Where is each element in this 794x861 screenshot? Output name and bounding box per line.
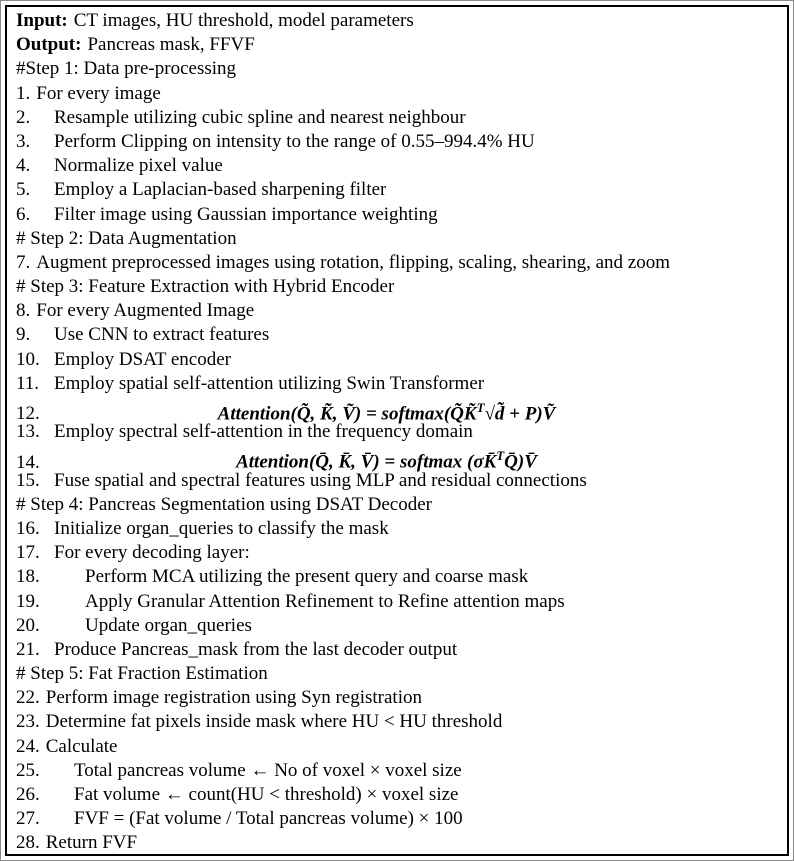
algorithm-line bbox=[16, 759, 779, 783]
line-text: Determine fat pixels inside mask where HU < HU threshold bbox=[45, 711, 503, 733]
algorithm-line bbox=[16, 348, 779, 372]
algorithm-line bbox=[16, 203, 779, 227]
line-text: For every decoding layer: bbox=[54, 542, 250, 564]
line-number: 20. bbox=[16, 614, 40, 636]
algorithm-line bbox=[16, 82, 779, 106]
algorithm-line bbox=[16, 638, 779, 662]
algorithm-line bbox=[16, 590, 779, 614]
algorithm-line bbox=[16, 614, 779, 638]
line-number: 7. bbox=[16, 251, 31, 273]
line-text: Filter image using Gaussian importance weighting bbox=[54, 203, 438, 225]
line-number: 18. bbox=[16, 566, 40, 588]
line-text: Produce Pancreas_mask from the last decoder output bbox=[54, 638, 458, 660]
line-number: 10. bbox=[16, 348, 40, 370]
line-text: Fuse spatial and spectral features using MLP and residual connections bbox=[54, 469, 587, 491]
line-number: 17. bbox=[16, 542, 40, 564]
algorithm-line bbox=[16, 323, 779, 347]
line-text: # Step 4: Pancreas Segmentation using DSAT Decoder bbox=[16, 493, 432, 515]
line-number: 15. bbox=[16, 469, 40, 491]
line-number: 13. bbox=[16, 421, 40, 443]
algorithm-line bbox=[16, 807, 779, 831]
line-number: 14. bbox=[16, 451, 40, 473]
algorithm-line bbox=[16, 227, 779, 251]
superscript-T: T bbox=[476, 400, 485, 415]
algorithm-line bbox=[16, 493, 779, 517]
algorithm-line bbox=[16, 275, 779, 299]
algorithm-line bbox=[16, 783, 779, 807]
line-number: 6. bbox=[16, 203, 31, 225]
line-number: 22. bbox=[16, 687, 40, 709]
line-text: # Step 3: Feature Extraction with Hybrid Encoder bbox=[16, 276, 395, 298]
line-number: 23. bbox=[16, 711, 40, 733]
algorithm-line bbox=[16, 178, 779, 202]
line-text: Use CNN to extract features bbox=[54, 324, 270, 346]
line-text: # Step 5: Fat Fraction Estimation bbox=[16, 663, 268, 685]
algorithm-line bbox=[16, 299, 779, 323]
algorithm-line bbox=[16, 831, 779, 855]
line-number: 4. bbox=[16, 155, 31, 177]
line-text: # Step 2: Data Augmentation bbox=[16, 227, 237, 249]
line-text: Update organ_queries bbox=[85, 614, 252, 636]
line-text: Fat volume ← count(HU < threshold) × voxel size bbox=[74, 784, 459, 805]
line-text: Perform MCA utilizing the present query and coarse mask bbox=[85, 566, 529, 588]
line-text: Resample utilizing cubic spline and nearest neighbour bbox=[54, 106, 466, 128]
line-number: 25. bbox=[16, 759, 40, 781]
line-text: Normalize pixel value bbox=[54, 155, 223, 177]
line-number: 3. bbox=[16, 130, 31, 152]
line-number: 21. bbox=[16, 638, 40, 660]
line-text: For every Augmented Image bbox=[36, 300, 255, 322]
line-number: 5. bbox=[16, 179, 31, 201]
algorithm-line bbox=[16, 106, 779, 130]
line-text: Initialize organ_queries to classify the mask bbox=[54, 517, 389, 539]
line-text: Employ DSAT encoder bbox=[54, 348, 231, 370]
algorithm-line bbox=[16, 565, 779, 589]
line-text: Employ spatial self-attention utilizing Swin Transformer bbox=[54, 372, 485, 394]
line-text: For every image bbox=[36, 82, 161, 104]
line-keyword: Output: bbox=[16, 34, 82, 56]
attention-formula: Attention(Q̃, K̃, Ṽ) = softmax(Q̃K̃$^T$√d̃ + P)Ṽ bbox=[217, 400, 556, 425]
algorithm-lines bbox=[16, 9, 779, 856]
algorithm-line bbox=[16, 251, 779, 275]
algorithm-line bbox=[16, 541, 779, 565]
line-text: #Step 1: Data pre-processing bbox=[16, 58, 237, 80]
algorithm-line bbox=[16, 735, 779, 759]
algorithm-line bbox=[16, 57, 779, 81]
algorithm-line bbox=[16, 444, 779, 473]
line-text: Apply Granular Attention Refinement to Refine attention maps bbox=[85, 590, 565, 612]
line-number: 1. bbox=[16, 82, 31, 104]
line-text: FVF = (Fat volume / Total pancreas volume) × 100 bbox=[74, 808, 463, 830]
line-text: Augment preprocessed images using rotation, flipping, scaling, shearing, and zoom bbox=[36, 251, 670, 273]
line-text: Pancreas mask, FFVF bbox=[87, 34, 255, 56]
algorithm-line bbox=[16, 710, 779, 734]
algorithm-line bbox=[16, 9, 779, 33]
line-number: 28. bbox=[16, 832, 40, 854]
algorithm-box bbox=[5, 5, 789, 856]
line-text: Perform Clipping on intensity to the range of 0.55–994.4% HU bbox=[54, 130, 535, 152]
line-number: 12. bbox=[16, 403, 40, 425]
line-number: 24. bbox=[16, 735, 40, 757]
algorithm-line bbox=[16, 154, 779, 178]
line-text: Perform image registration using Syn registration bbox=[45, 687, 422, 709]
line-keyword: Input: bbox=[16, 10, 68, 31]
line-number: 19. bbox=[16, 590, 40, 612]
algorithm-line bbox=[16, 33, 779, 57]
algorithm-line bbox=[16, 130, 779, 154]
algorithm-line bbox=[16, 686, 779, 710]
line-text: Calculate bbox=[45, 735, 118, 757]
line-text: Total pancreas volume ← No of voxel × voxel size bbox=[74, 759, 462, 781]
line-text: Employ a Laplacian-based sharpening filter bbox=[54, 179, 387, 201]
line-number: 26. bbox=[16, 784, 40, 805]
line-number: 27. bbox=[16, 808, 40, 830]
algorithm-line bbox=[16, 517, 779, 541]
line-number: 8. bbox=[16, 300, 31, 322]
line-number: 2. bbox=[16, 106, 31, 128]
attention-formula: Attention(Q̄, K̄, V̄) = softmax (σK̄$^T$Q̄)V̄ bbox=[236, 448, 537, 473]
algorithm-line bbox=[16, 372, 779, 396]
algorithm-line bbox=[16, 396, 779, 425]
superscript-T: T bbox=[496, 448, 505, 464]
line-number: 9. bbox=[16, 324, 31, 346]
algorithm-line bbox=[16, 662, 779, 686]
line-number: 11. bbox=[16, 372, 40, 394]
line-text: Employ spectral self-attention in the frequency domain bbox=[54, 421, 473, 443]
line-number: 16. bbox=[16, 517, 40, 539]
line-text: CT images, HU threshold, model parameters bbox=[73, 10, 414, 31]
line-text: Return FVF bbox=[45, 832, 138, 854]
